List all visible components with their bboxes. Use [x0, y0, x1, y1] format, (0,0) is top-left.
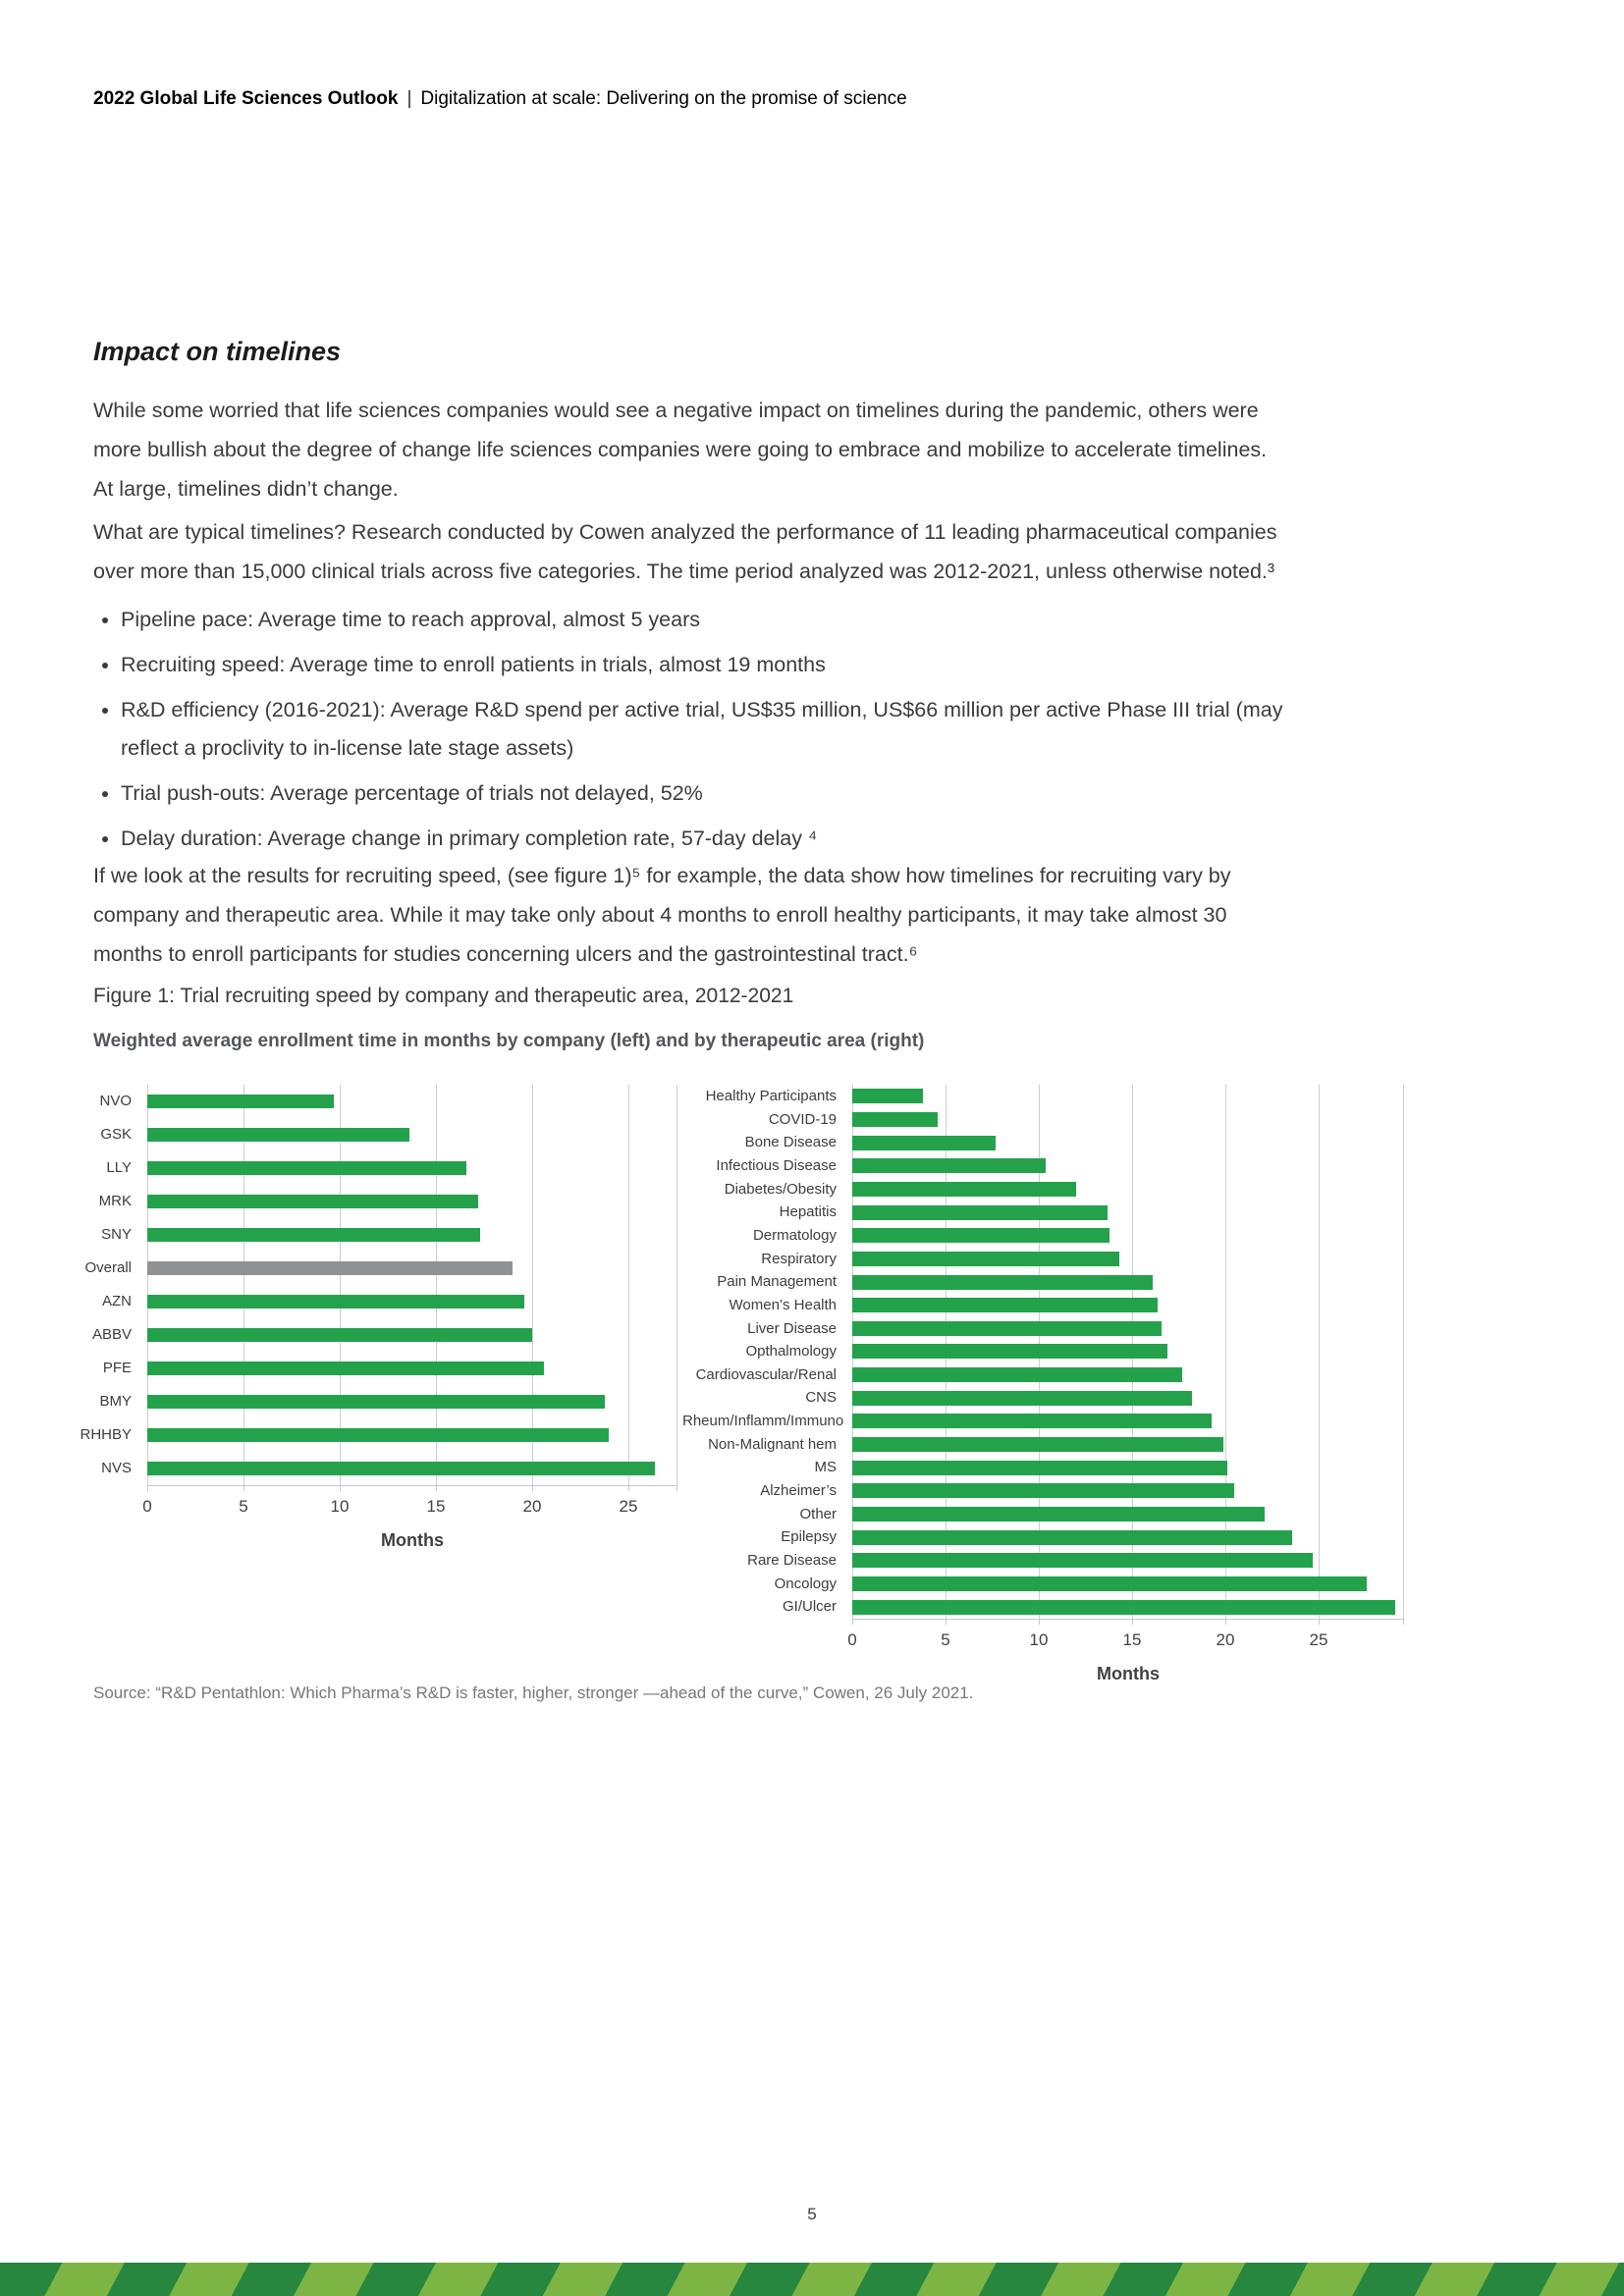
x-tick-label: 0 — [142, 1497, 152, 1516]
category-label: Cardiovascular/Renal — [695, 1366, 837, 1383]
x-tick-label: 5 — [239, 1497, 248, 1516]
category-label: PFE — [102, 1360, 132, 1376]
paragraph-2 — [93, 512, 1276, 591]
gridline — [147, 1085, 148, 1485]
category-label: GSK — [100, 1126, 132, 1143]
bar — [852, 1483, 1234, 1498]
paragraph-1 — [93, 391, 1267, 508]
bar — [147, 1195, 478, 1208]
bar — [147, 1161, 466, 1175]
category-label: CNS — [805, 1389, 837, 1406]
bar — [852, 1158, 1046, 1173]
category-label: Liver Disease — [747, 1320, 837, 1337]
x-tick-label: 10 — [1029, 1630, 1049, 1649]
paragraph-line: company and therapeutic area. While it may take only about 4 months to enroll healthy participants, it may take almost 30 — [93, 903, 1227, 927]
category-label: NVO — [99, 1093, 132, 1109]
therapeutic-area-bar-chart — [682, 1085, 1448, 1703]
category-label: BMY — [99, 1393, 132, 1410]
category-label: Hepatitis — [779, 1203, 837, 1220]
axis-tick — [340, 1485, 341, 1491]
bar — [852, 1414, 1212, 1428]
bar — [852, 1437, 1223, 1452]
x-axis-line — [147, 1485, 677, 1486]
category-label: Alzheimer’s — [760, 1482, 837, 1499]
axis-tick — [628, 1485, 629, 1491]
bar — [852, 1553, 1313, 1568]
x-tick-label: 25 — [1309, 1630, 1328, 1649]
paragraph-3 — [93, 856, 1231, 974]
x-axis-label: Months — [381, 1530, 444, 1550]
bullet-text: reflect a proclivity to in-license late stage assets) — [121, 736, 574, 760]
report-title: 2022 Global Life Sciences Outlook — [93, 88, 399, 109]
axis-tick — [1319, 1619, 1320, 1625]
bar — [852, 1461, 1227, 1475]
category-label: MRK — [98, 1193, 132, 1209]
category-label: Pain Management — [717, 1273, 837, 1290]
bullet-text: • Pipeline pace: Average time to reach approval, almost 5 years — [121, 608, 700, 631]
x-tick-label: 20 — [1216, 1630, 1235, 1649]
x-axis-line — [852, 1619, 1404, 1620]
bar — [852, 1530, 1292, 1545]
category-label: COVID-19 — [768, 1111, 837, 1128]
bar — [147, 1462, 655, 1475]
category-label: RHHBY — [80, 1426, 132, 1443]
bar — [852, 1576, 1367, 1591]
bar — [852, 1136, 996, 1150]
category-label: NVS — [101, 1460, 132, 1476]
bar — [852, 1321, 1162, 1336]
paragraph-line: over more than 15,000 clinical trials across five categories. The time period analyzed was 2012-2021, unless otherwise noted.³ — [93, 560, 1275, 583]
x-axis-label: Months — [1097, 1664, 1160, 1683]
bar — [147, 1328, 532, 1342]
bar — [852, 1228, 1110, 1243]
category-label: Epilepsy — [781, 1528, 837, 1545]
plot-area — [147, 1085, 677, 1485]
bullet-text: • Trial push-outs: Average percentage of trials not delayed, 52% — [121, 781, 703, 805]
category-label: GI/Ulcer — [782, 1598, 837, 1615]
bar — [147, 1228, 480, 1242]
bar — [147, 1395, 605, 1409]
bar — [852, 1391, 1192, 1406]
axis-tick — [946, 1619, 947, 1625]
figure-caption: Figure 1: Trial recruiting speed by company and therapeutic area, 2012-2021 — [93, 985, 794, 1007]
category-label: Opthalmology — [745, 1343, 837, 1360]
section-heading: Impact on timelines — [93, 337, 342, 366]
bullet-list — [93, 601, 1282, 865]
category-label: Non-Malignant hem — [708, 1436, 837, 1453]
page-header — [93, 88, 907, 110]
paragraph-line: While some worried that life sciences companies would see a negative impact on timelines during the pandemic, others were — [93, 399, 1259, 422]
plot-area — [852, 1085, 1404, 1619]
bar — [147, 1428, 609, 1442]
category-label: Bone Disease — [744, 1134, 837, 1150]
category-label: SNY — [101, 1226, 132, 1243]
x-tick-label: 20 — [522, 1497, 542, 1516]
company-bar-chart — [59, 1085, 736, 1556]
bar — [852, 1182, 1076, 1197]
bar — [147, 1295, 524, 1308]
gridline — [1403, 1085, 1404, 1619]
category-label: Respiratory — [761, 1251, 837, 1267]
axis-tick — [1132, 1619, 1133, 1625]
source-note: Source: “R&D Pentathlon: Which Pharma’s R&D is faster, higher, stronger —ahead of the curve,” Cowen, 26 July 2021. — [93, 1683, 974, 1702]
bar — [147, 1095, 334, 1108]
bullet-text: • R&D efficiency (2016-2021): Average R&D spend per active trial, US$35 million, US$66 million per active Phase III trial (may — [121, 698, 1283, 721]
category-label: Diabetes/Obesity — [724, 1181, 837, 1198]
category-label: Rheum/Inflamm/Immuno — [682, 1413, 844, 1429]
gridline — [1319, 1085, 1320, 1619]
category-label: LLY — [106, 1159, 132, 1176]
gridline — [532, 1085, 533, 1485]
category-label: Infectious Disease — [716, 1157, 837, 1174]
axis-tick — [1039, 1619, 1040, 1625]
bullet-text: • Delay duration: Average change in primary completion rate, 57-day delay ⁴ — [121, 827, 818, 850]
bar — [852, 1112, 938, 1127]
footer-stripe-band — [0, 2263, 1624, 2296]
x-tick-label: 15 — [1122, 1630, 1142, 1649]
bar — [852, 1600, 1395, 1615]
axis-tick — [532, 1485, 533, 1491]
axis-tick — [147, 1485, 148, 1491]
header-separator: | — [406, 88, 412, 109]
axis-tick — [852, 1619, 853, 1625]
category-label: Women’s Health — [729, 1297, 837, 1313]
bar — [147, 1128, 409, 1142]
gridline — [340, 1085, 341, 1485]
paragraph-line: At large, timelines didn’t change. — [93, 477, 399, 501]
paragraph-line: If we look at the results for recruiting speed, (see figure 1)⁵ for example, the data show how timelines for recruiting vary by — [93, 864, 1231, 887]
paragraph-line: What are typical timelines? Research conducted by Cowen analyzed the performance of 11 leading pharmaceutical companies — [93, 520, 1277, 544]
category-label: Healthy Participants — [705, 1088, 837, 1104]
x-tick-label: 10 — [330, 1497, 350, 1516]
bullet-item — [121, 601, 1282, 639]
bullet-item — [121, 820, 1282, 858]
bar — [852, 1275, 1153, 1290]
bar — [852, 1367, 1182, 1382]
paragraph-line: months to enroll participants for studies concerning ulcers and the gastrointestinal tract.⁶ — [93, 942, 918, 966]
gridline — [628, 1085, 629, 1485]
gridline — [436, 1085, 437, 1485]
bullet-item — [121, 774, 1282, 813]
bar — [852, 1252, 1119, 1266]
category-label: Dermatology — [752, 1227, 837, 1244]
axis-tick — [1403, 1619, 1404, 1625]
x-tick-label: 5 — [941, 1630, 950, 1649]
paragraph-line: more bullish about the degree of change life sciences companies were going to embrace and mobilize to accelerate timelines. — [93, 438, 1268, 461]
bar — [852, 1205, 1108, 1220]
axis-tick — [436, 1485, 437, 1491]
bar — [852, 1089, 923, 1103]
x-tick-label: 25 — [619, 1497, 638, 1516]
category-label: AZN — [102, 1293, 132, 1309]
x-tick-label: 0 — [847, 1630, 857, 1649]
category-label: Oncology — [774, 1575, 837, 1592]
bullet-text: • Recruiting speed: Average time to enroll patients in trials, almost 19 months — [121, 653, 826, 676]
bullet-item — [121, 691, 1282, 768]
category-label: ABBV — [91, 1326, 132, 1343]
page-number: 5 — [807, 2205, 817, 2223]
x-tick-label: 15 — [426, 1497, 446, 1516]
figure-subtitle: Weighted average enrollment time in months by company (left) and by therapeutic area (right) — [93, 1031, 925, 1051]
bar — [147, 1362, 544, 1375]
bar — [147, 1261, 513, 1275]
bar — [852, 1298, 1158, 1312]
chapter-title: Digitalization at scale: Delivering on the promise of science — [420, 88, 907, 109]
axis-tick — [1225, 1619, 1226, 1625]
category-label: MS — [814, 1459, 837, 1475]
category-label: Overall — [84, 1259, 132, 1276]
bullet-item — [121, 646, 1282, 684]
bar — [852, 1344, 1167, 1359]
category-label: Rare Disease — [747, 1552, 837, 1569]
category-label: Other — [799, 1506, 837, 1522]
bar — [852, 1507, 1265, 1522]
